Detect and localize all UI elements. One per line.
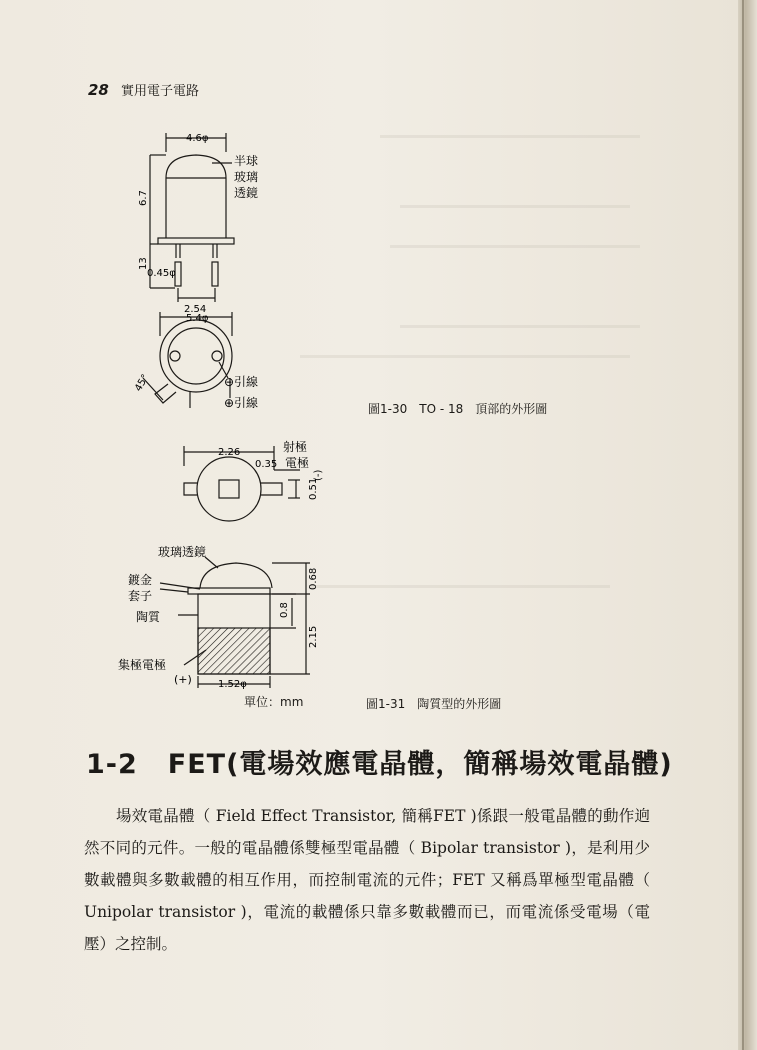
section-heading (86, 742, 673, 781)
paragraph: 場效電晶體（ Field Effect Transistor, 簡稱FET )係跟一般電晶體的動作逈然不同的元件。一般的電晶體係雙極型電晶體（ Bipolar transistor )，是利用少數載體與多數載體的相互作用，而控制電流的元件；FET 又稱爲單極型電晶體（ Unipolar transistor )，電流的載體係只靠多數載體而已，而電流係受電場（電壓）之控制。 (84, 807, 650, 953)
dim-pitch: 2.54 (184, 304, 207, 315)
dim-height-body: 6.7 (138, 190, 149, 206)
lead-right (212, 262, 218, 286)
label-lens-2: 玻璃 (234, 170, 259, 184)
label-collector: 集極電極 (118, 658, 167, 672)
base-circle-outer (160, 320, 232, 392)
ceramic-top-circle (197, 457, 261, 521)
label-plating-1: 鍍金 (128, 573, 153, 587)
dim-collar: 0.8 (279, 602, 290, 618)
pin-right (212, 351, 222, 361)
fig-1-31-top-view (184, 446, 300, 521)
dim-tab: 0.35 (255, 459, 278, 470)
dim-width: 2.26 (218, 447, 241, 458)
emitter-tab (261, 483, 282, 495)
fig-1-30-caption: 圖1-30 TO - 18 頂部的外形圖 (368, 402, 548, 416)
label-emitter-2: 電極 (285, 456, 310, 470)
dim-base-diameter: 5.4φ (186, 313, 209, 324)
base-circle-inner (168, 328, 224, 384)
page-number: 28 (88, 81, 109, 99)
fig-1-30-bottom-view (143, 312, 232, 408)
label-lens-1: 半球 (234, 154, 259, 168)
pin-left (170, 351, 180, 361)
dim-lead-length: 13 (138, 257, 149, 270)
dim-dome-height: 0.68 (308, 567, 319, 590)
body-text (84, 800, 650, 960)
base-tab (155, 384, 176, 403)
lead-left (175, 262, 181, 286)
label-glass-lens: 玻璃透鏡 (158, 545, 207, 559)
label-emitter-sign: (-) (313, 469, 324, 481)
unit-label: 單位：mm (244, 695, 304, 709)
dim-angle: 45° (133, 372, 152, 394)
label-collector-sign: (+) (174, 673, 192, 686)
section-title: FET(電場效應電晶體，簡稱場效電晶體) (167, 749, 673, 780)
label-emitter-1: 射極 (283, 440, 308, 454)
label-plating-2: 套子 (128, 589, 153, 603)
collector-electrode (198, 628, 270, 674)
section-number: 1-2 (86, 749, 138, 780)
to18-cap-outline (166, 155, 226, 238)
to18-flange (158, 238, 234, 244)
glass-lens-dome (200, 563, 272, 588)
dim-lead-diameter: 0.45φ (147, 268, 176, 279)
label-lead-negative: ⊖引線 (224, 375, 259, 389)
label-lead-positive: ⊕引線 (224, 396, 259, 410)
book-title: 實用電子電路 (121, 84, 200, 99)
label-lens-3: 透鏡 (234, 186, 259, 200)
fig-1-31-side-view (160, 557, 310, 688)
emitter-pad (219, 480, 239, 498)
dim-width-top: 4.6φ (186, 133, 209, 144)
dim-tab-height: 0.51 (308, 477, 319, 500)
label-ceramic: 陶質 (136, 610, 161, 624)
plated-collar (188, 588, 270, 594)
dim-body-diameter: 1.52φ (218, 679, 247, 690)
dim-total-height: 2.15 (308, 625, 319, 648)
fig-1-31-caption: 圖1-31 陶質型的外形圖 (366, 697, 502, 711)
